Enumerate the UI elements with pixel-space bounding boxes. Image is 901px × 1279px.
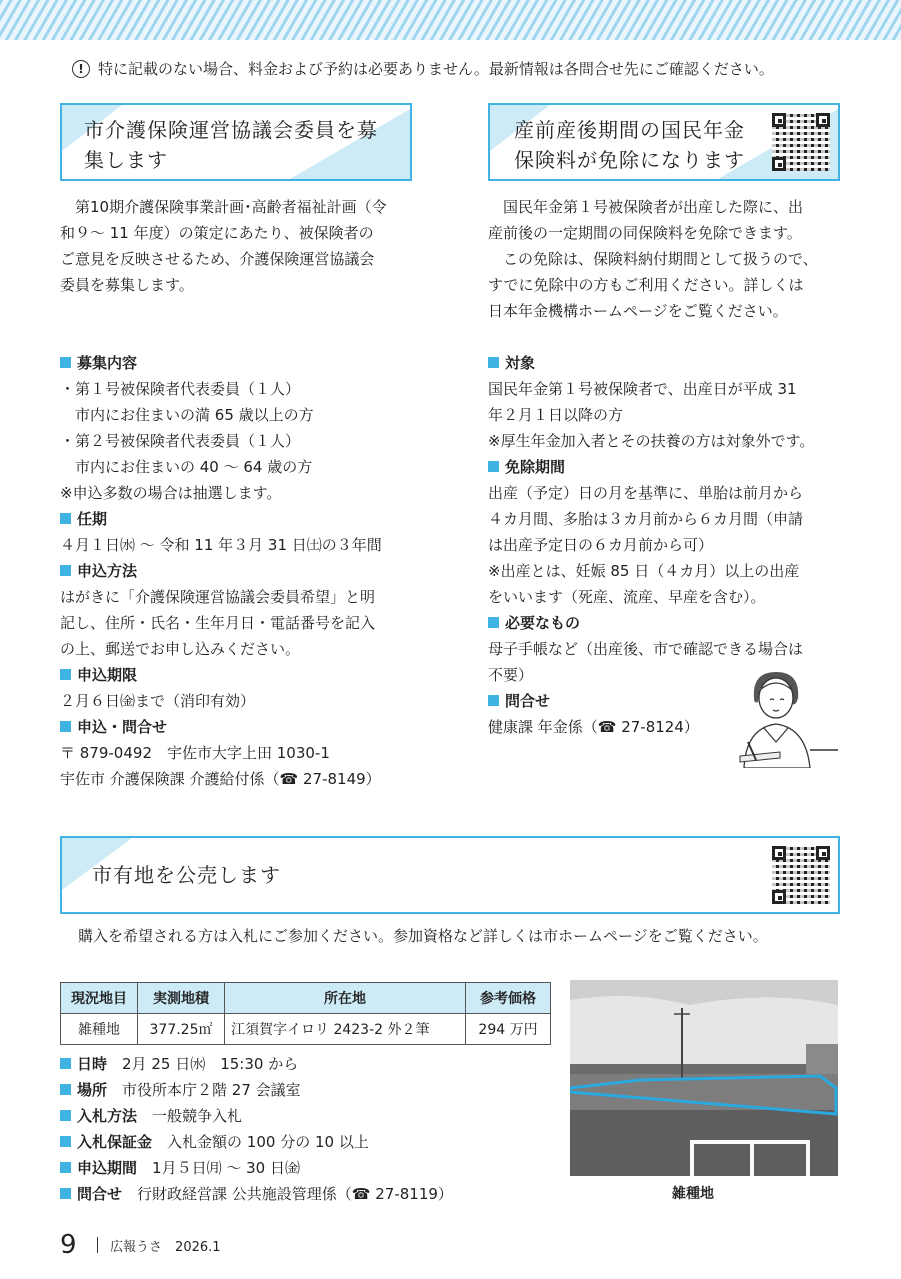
- page-footer: [60, 1230, 221, 1260]
- heading-title-line: 産前産後期間の国民年金: [514, 118, 745, 142]
- table-row: [61, 1014, 551, 1045]
- square-bullet-icon: [60, 1136, 71, 1147]
- section-heading: 必要なもの: [488, 610, 848, 636]
- land-info-list: [60, 1051, 453, 1207]
- square-bullet-icon: [60, 669, 71, 680]
- page-number: 9: [60, 1230, 77, 1260]
- method-line: はがきに「介護保険運営協議会委員希望」と明: [60, 588, 376, 606]
- content-line: 市内にお住まいの満 65 歳以上の方: [60, 406, 314, 424]
- heading-title-line: 保険料が免除になります: [514, 148, 745, 172]
- period-line: 出産（予定）日の月を基準に、単胎は前月から: [488, 484, 804, 502]
- content-line: ・第１号被保険者代表委員（１人）: [60, 380, 301, 398]
- heading-pension-exemption: [488, 103, 840, 181]
- table-header: 実測地積: [138, 983, 225, 1014]
- table-header: 参考価格: [466, 983, 551, 1014]
- target-line: 国民年金第１号被保険者で、出産日が平成 31: [488, 380, 797, 398]
- heading-title-line: 市介護保険運営協議会委員を募: [84, 118, 378, 142]
- section-heading: 申込方法: [60, 558, 420, 584]
- table-header-row: [61, 983, 551, 1014]
- period-line: は出産予定日の６カ月前から可）: [488, 536, 714, 554]
- method-line: 記し、住所・氏名・生年月日・電話番号を記入: [60, 614, 376, 632]
- photo-caption: 雑種地: [672, 1186, 714, 1202]
- qr-code-icon[interactable]: [772, 113, 830, 171]
- content-line: ※申込多数の場合は抽選します。: [60, 484, 282, 502]
- period-line: ４カ月間、多胎は３カ月前から６カ月間（申請: [488, 510, 804, 528]
- section-heading: 申込・問合せ: [60, 714, 420, 740]
- info-item: 場所 市役所本庁２階 27 会議室: [60, 1077, 453, 1103]
- info-item: 申込期間 1月５日㈪ ～ 30 日㈮: [60, 1155, 453, 1181]
- needed-line: 不要）: [488, 666, 534, 684]
- intro-line: すでに免除中の方もご利用ください。詳しくは: [488, 276, 804, 294]
- info-item: 入札保証金 入札金額の 100 分の 10 以上: [60, 1129, 453, 1155]
- info-item: 入札方法 一般競争入札: [60, 1103, 453, 1129]
- info-item: 日時 2月 25 日㈬ 15:30 から: [60, 1051, 453, 1077]
- left-column: [60, 194, 420, 792]
- land-table: [60, 982, 551, 1045]
- info-item: 問合せ 行財政経営課 公共施設管理係（☎ 27-8119）: [60, 1181, 453, 1207]
- qr-code-icon[interactable]: [772, 846, 830, 904]
- target-line: 年２月１日以降の方: [488, 406, 624, 424]
- contact-line: 〒 879-0492 宇佐市大字上田 1030-1: [60, 744, 330, 762]
- term-text: ４月１日㈬ ～ 令和 11 年３月 31 日㈯の３年間: [60, 536, 382, 554]
- publication-name: 広報うさ 2026.1: [110, 1239, 221, 1255]
- square-bullet-icon: [488, 695, 499, 706]
- square-bullet-icon: [60, 1162, 71, 1173]
- contact-line: 宇佐市 介護保険課 介護給付係（☎ 27-8149）: [60, 770, 381, 788]
- exclamation-icon: !: [72, 60, 90, 78]
- square-bullet-icon: [60, 513, 71, 524]
- square-bullet-icon: [60, 1084, 71, 1095]
- needed-line: 母子手帳など（出産後、市で確認できる場合は: [488, 640, 804, 658]
- intro-line: この免除は、保険料納付期間として扱うので、: [503, 250, 818, 268]
- section-heading: 申込期限: [60, 662, 420, 688]
- woman-writing-illustration: [726, 668, 838, 768]
- table-header: 所在地: [225, 983, 466, 1014]
- heading-title-line: 集します: [84, 148, 168, 172]
- section-heading: 任期: [60, 506, 420, 532]
- square-bullet-icon: [60, 1110, 71, 1121]
- notice-line: [72, 58, 774, 79]
- table-cell: 雑種地: [61, 1014, 138, 1045]
- intro-line: ご意見を反映させるため、介護保険運営協議会: [60, 250, 375, 268]
- right-column: [488, 194, 848, 740]
- top-decorative-band: [0, 0, 901, 40]
- target-line: ※厚生年金加入者とその扶養の方は対象外です。: [488, 432, 815, 450]
- content-line: 市内にお住まいの 40 ～ 64 歳の方: [60, 458, 313, 476]
- period-line: をいいます（死産、流産、早産を含む）。: [488, 588, 766, 606]
- intro-line: 産前後の一定期間の同保険料を免除できます。: [488, 224, 802, 242]
- intro-line: 国民年金第１号被保険者が出産した際に、出: [503, 198, 804, 216]
- table-cell: 377.25㎡: [138, 1014, 225, 1045]
- deadline-text: ２月６日㈮まで（消印有効）: [60, 692, 256, 710]
- square-bullet-icon: [60, 721, 71, 732]
- section-heading: 募集内容: [60, 350, 420, 376]
- square-bullet-icon: [488, 357, 499, 368]
- period-line: ※出産とは、妊娠 85 日（４カ月）以上の出産: [488, 562, 800, 580]
- square-bullet-icon: [60, 357, 71, 368]
- intro-line: 和９～ 11 年度）の策定にあたり、被保険者の: [60, 224, 374, 242]
- section-heading: 問合せ: [488, 688, 848, 714]
- contact-text: 健康課 年金係（☎ 27-8124）: [488, 718, 699, 736]
- heading-land-sale: [60, 836, 840, 914]
- table-header: 現況地目: [61, 983, 138, 1014]
- square-bullet-icon: [60, 565, 71, 576]
- square-bullet-icon: [60, 1188, 71, 1199]
- intro-line: 第10期介護保険事業計画･高齢者福祉計画（令: [75, 198, 387, 216]
- square-bullet-icon: [488, 617, 499, 628]
- heading-care-committee: [60, 103, 412, 181]
- square-bullet-icon: [60, 1058, 71, 1069]
- table-cell: 江須賀字イロリ 2423-2 外２筆: [225, 1014, 466, 1045]
- section-heading: 免除期間: [488, 454, 848, 480]
- method-line: の上、郵送でお申し込みください。: [60, 640, 301, 658]
- intro-line: 委員を募集します。: [60, 276, 194, 294]
- land-title: 市有地を公売します: [92, 863, 281, 887]
- land-lead-text: 購入を希望される方は入札にご参加ください。参加資格など詳しくは市ホームページをご覧ください。: [78, 927, 768, 945]
- square-bullet-icon: [488, 461, 499, 472]
- notice-text: 特に記載のない場合、料金および予約は必要ありません。最新情報は各問合せ先にご確認ください。: [98, 60, 774, 78]
- land-photo: [570, 980, 838, 1176]
- intro-line: 日本年金機構ホームページをご覧ください。: [488, 302, 788, 320]
- content-line: ・第２号被保険者代表委員（１人）: [60, 432, 301, 450]
- footer-divider: [97, 1237, 99, 1253]
- table-cell: 294 万円: [466, 1014, 551, 1045]
- section-heading: 対象: [488, 350, 848, 376]
